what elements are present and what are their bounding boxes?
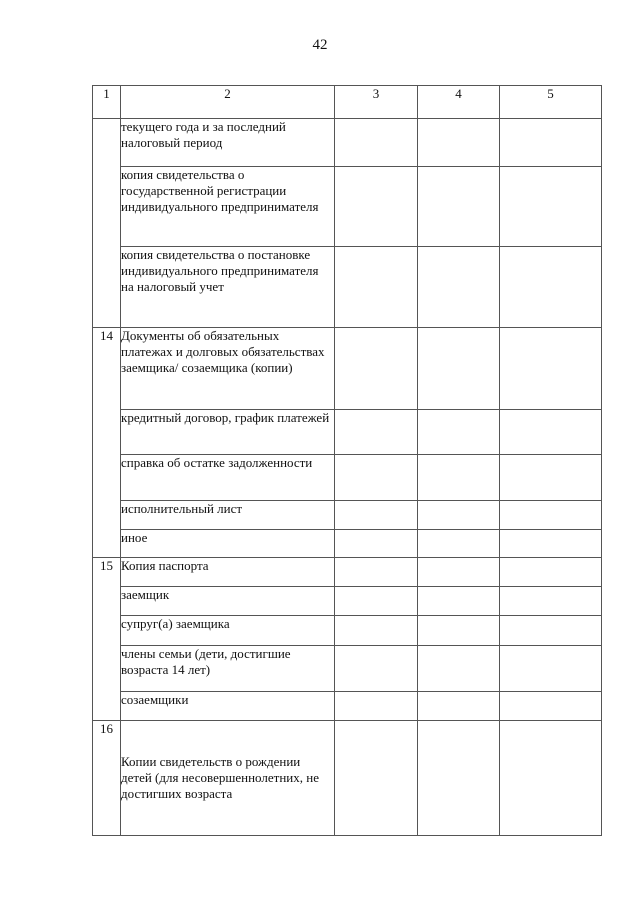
table-row <box>93 721 602 836</box>
row-cell-4 <box>418 587 500 616</box>
table-row <box>93 167 602 247</box>
table-row <box>93 692 602 721</box>
row-cell-4 <box>418 119 500 167</box>
table-row <box>93 455 602 501</box>
row-cell-5 <box>500 410 602 455</box>
row-cell-3 <box>335 247 418 328</box>
row-text-cell: копия свидетельства о постановке индивидуального предпринимателя на налоговый учет <box>121 247 335 328</box>
row-text-cell: копия свидетельства о государственной регистрации индивидуального предпринимателя <box>121 167 335 247</box>
row-cell-4 <box>418 646 500 692</box>
table-row <box>93 530 602 558</box>
row-cell-4 <box>418 721 500 836</box>
row-cell-5 <box>500 247 602 328</box>
row-number-cell: 14 <box>93 328 121 558</box>
table-row <box>93 501 602 530</box>
table-row <box>93 328 602 410</box>
table-header-row <box>93 86 602 119</box>
header-col-3: 3 <box>335 86 418 119</box>
row-text-cell: Документы об обязательных платежах и долговых обязательствах заемщика/ созаемщика (копии) <box>121 328 335 410</box>
row-text-cell: исполнительный лист <box>121 501 335 530</box>
row-text-cell: Копии свидетельств о рождении детей (для несовершеннолетних, не достигших возраста <box>121 721 335 836</box>
row-text-cell: заемщик <box>121 587 335 616</box>
row-cell-3 <box>335 692 418 721</box>
row-cell-3 <box>335 455 418 501</box>
row-text-cell: текущего года и за последний налоговый период <box>121 119 335 167</box>
row-text-cell: созаемщики <box>121 692 335 721</box>
row-cell-4 <box>418 692 500 721</box>
page-number: 42 <box>312 37 328 53</box>
row-cell-5 <box>500 587 602 616</box>
table-row <box>93 558 602 587</box>
row-text-cell: Копия паспорта <box>121 558 335 587</box>
row-cell-5 <box>500 119 602 167</box>
header-col-1: 1 <box>93 86 121 119</box>
row-cell-5 <box>500 501 602 530</box>
header-col-2: 2 <box>121 86 335 119</box>
row-cell-3 <box>335 558 418 587</box>
row-text-cell: кредитный договор, график платежей <box>121 410 335 455</box>
row-cell-5 <box>500 530 602 558</box>
row-cell-5 <box>500 455 602 501</box>
row-cell-4 <box>418 247 500 328</box>
row-cell-4 <box>418 328 500 410</box>
row-cell-5 <box>500 616 602 646</box>
row-cell-3 <box>335 410 418 455</box>
row-cell-3 <box>335 167 418 247</box>
row-cell-3 <box>335 616 418 646</box>
table-row <box>93 410 602 455</box>
row-cell-5 <box>500 646 602 692</box>
row-cell-4 <box>418 410 500 455</box>
row-cell-3 <box>335 587 418 616</box>
row-cell-4 <box>418 167 500 247</box>
row-text-cell: члены семьи (дети, достигшие возраста 14 лет) <box>121 646 335 692</box>
table-row <box>93 616 602 646</box>
row-cell-3 <box>335 646 418 692</box>
row-cell-4 <box>418 501 500 530</box>
header-col-5: 5 <box>500 86 602 119</box>
row-cell-3 <box>335 328 418 410</box>
table-row <box>93 247 602 328</box>
row-cell-4 <box>418 530 500 558</box>
row-text-cell: супруг(а) заемщика <box>121 616 335 646</box>
table-row <box>93 119 602 167</box>
table-row <box>93 646 602 692</box>
row-cell-5 <box>500 328 602 410</box>
header-col-4: 4 <box>418 86 500 119</box>
row-text-cell: справка об остатке задолженности <box>121 455 335 501</box>
row-cell-3 <box>335 119 418 167</box>
row-cell-5 <box>500 558 602 587</box>
row-cell-5 <box>500 692 602 721</box>
row-cell-4 <box>418 455 500 501</box>
row-cell-4 <box>418 558 500 587</box>
row-number-cell: 16 <box>93 721 121 836</box>
row-number-cell: 15 <box>93 558 121 721</box>
row-text-cell: иное <box>121 530 335 558</box>
row-cell-4 <box>418 616 500 646</box>
row-cell-5 <box>500 167 602 247</box>
row-cell-3 <box>335 501 418 530</box>
row-cell-3 <box>335 721 418 836</box>
documents-table <box>92 85 602 836</box>
row-number-cell <box>93 119 121 328</box>
row-cell-3 <box>335 530 418 558</box>
row-cell-5 <box>500 721 602 836</box>
table-row <box>93 587 602 616</box>
